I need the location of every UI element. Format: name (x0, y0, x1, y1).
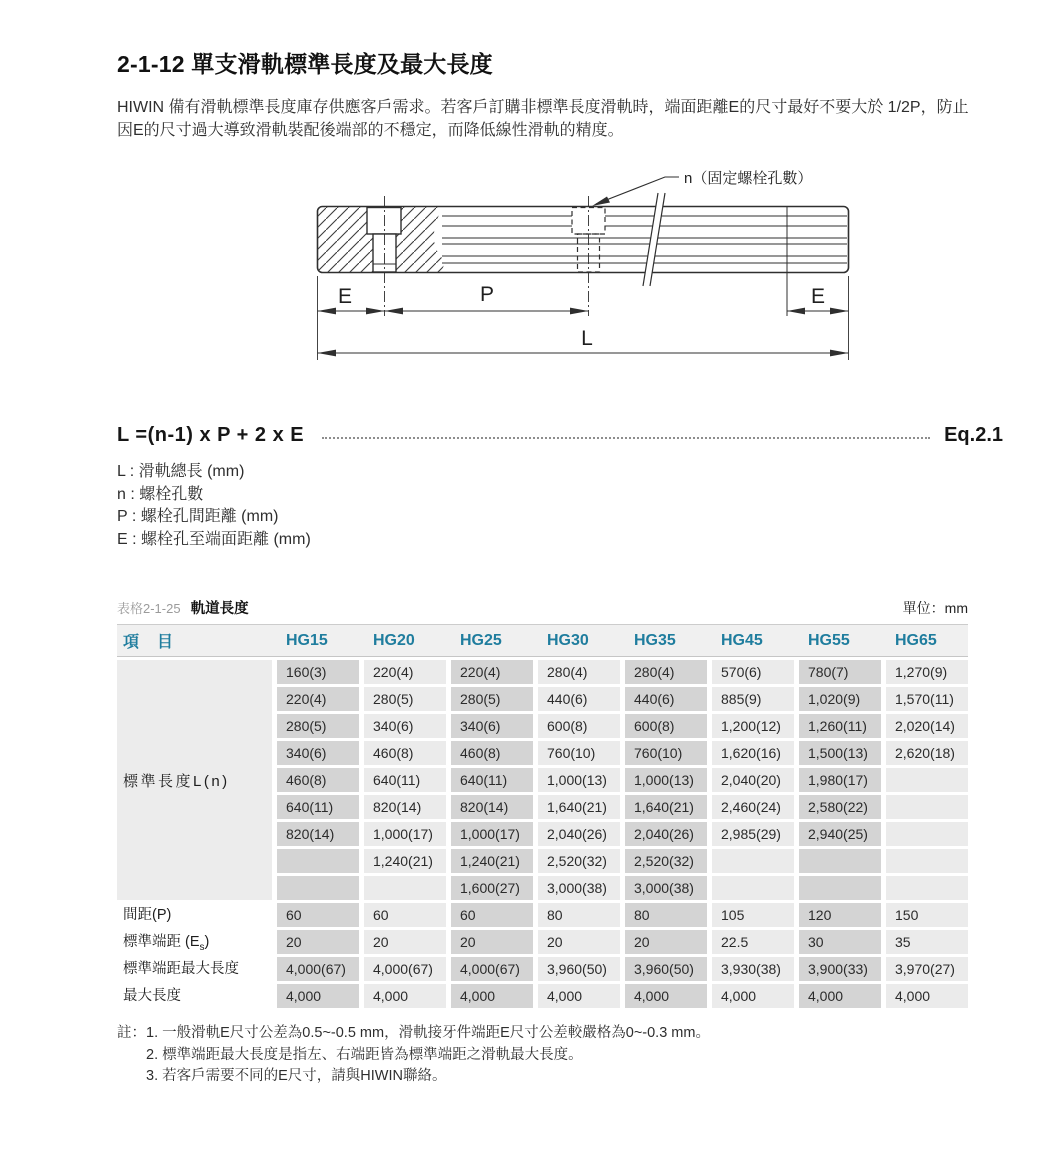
standard-length-cell: 600(8) (538, 714, 620, 738)
callout-label: n（固定螺栓孔數） (684, 170, 813, 187)
row-label: 標準端距最大長度 (117, 957, 272, 981)
formula-equation: L =(n-1) x P + 2 x E (117, 424, 305, 446)
standard-length-cell (712, 849, 794, 873)
standard-length-cell: 1,240(21) (364, 849, 446, 873)
standard-length-cell: 2,985(29) (712, 822, 794, 846)
standard-length-cell: 2,940(25) (799, 822, 881, 846)
arrowhead (830, 308, 849, 315)
standard-length-cell: 220(4) (451, 660, 533, 684)
arrowhead (787, 308, 805, 315)
notes-prefix: 註： (117, 1025, 146, 1041)
standard-length-cell: 2,620(18) (886, 741, 968, 765)
value-cell: 4,000 (277, 984, 359, 1008)
value-cell: 3,930(38) (712, 957, 794, 981)
value-cell: 4,000(67) (451, 957, 533, 981)
value-cell: 4,000 (712, 984, 794, 1008)
value-cell: 4,000 (451, 984, 533, 1008)
column-header-hg55: HG55 (808, 631, 850, 649)
value-cell: 20 (364, 930, 446, 954)
standard-length-cell: 1,500(13) (799, 741, 881, 765)
value-cell: 4,000(67) (364, 957, 446, 981)
standard-length-cell: 1,200(12) (712, 714, 794, 738)
table-unit-label: 單位：mm (902, 600, 968, 616)
dotted-leader (322, 437, 930, 439)
standard-length-cell: 820(14) (451, 795, 533, 819)
value-cell: 4,000 (625, 984, 707, 1008)
arrowhead (366, 308, 385, 315)
rail-diagram-svg (315, 164, 875, 402)
value-cell: 4,000 (886, 984, 968, 1008)
row-label: 最大長度 (117, 984, 272, 1008)
standard-length-cell: 600(8) (625, 714, 707, 738)
dim-label-e-left: E (337, 285, 353, 308)
value-cell: 22.5 (712, 930, 794, 954)
column-header-hg45: HG45 (721, 631, 763, 649)
column-header-hg25: HG25 (460, 631, 502, 649)
value-cell: 120 (799, 903, 881, 927)
standard-length-cell: 280(4) (538, 660, 620, 684)
standard-length-cell (799, 849, 881, 873)
standard-length-cell: 640(11) (451, 768, 533, 792)
standard-length-cell: 340(6) (364, 714, 446, 738)
table-caption-title: 軌道長度 (190, 601, 249, 617)
arrowhead (318, 308, 337, 315)
value-cell: 105 (712, 903, 794, 927)
standard-length-cell: 1,600(27) (451, 876, 533, 900)
table-caption-id: 表格2-1-25 (117, 601, 181, 616)
standard-length-cell: 440(6) (538, 687, 620, 711)
equation-number: Eq.2.1 (944, 424, 1003, 446)
section-number: 2-1-12 (117, 51, 185, 77)
standard-length-cell (277, 876, 359, 900)
callout-arrowhead (592, 197, 610, 207)
column-header-hg30: HG30 (547, 631, 589, 649)
notes-items (146, 1023, 710, 1088)
standard-length-cell: 460(8) (277, 768, 359, 792)
page-title (117, 46, 1003, 79)
standard-length-cell: 1,270(9) (886, 660, 968, 684)
value-cell: 20 (538, 930, 620, 954)
rail-diagram (315, 164, 875, 402)
note-line-3: 3. 若客戶需要不同的E尺寸，請與HIWIN聯絡。 (146, 1068, 447, 1084)
arrowhead (830, 350, 849, 357)
standard-length-cell: 1,020(9) (799, 687, 881, 711)
value-cell: 3,960(50) (625, 957, 707, 981)
standard-length-cell: 2,520(32) (625, 849, 707, 873)
standard-length-cell: 220(4) (277, 687, 359, 711)
value-cell: 3,900(33) (799, 957, 881, 981)
standard-length-cell: 220(4) (364, 660, 446, 684)
standard-length-cell: 340(6) (277, 741, 359, 765)
value-cell: 60 (451, 903, 533, 927)
legend-line-2: P : 螺栓孔間距離 (mm) (117, 508, 279, 525)
value-cell: 4,000 (364, 984, 446, 1008)
row-label: 間距(P) (117, 903, 272, 927)
value-cell: 3,960(50) (538, 957, 620, 981)
standard-length-cell (886, 849, 968, 873)
standard-length-cell: 1,000(13) (625, 768, 707, 792)
standard-length-cell: 570(6) (712, 660, 794, 684)
standard-length-cell: 1,570(11) (886, 687, 968, 711)
value-cell: 60 (364, 903, 446, 927)
standard-length-cell (886, 876, 968, 900)
standard-length-cell: 1,260(11) (799, 714, 881, 738)
standard-length-cell: 280(5) (277, 714, 359, 738)
standard-length-cell (886, 822, 968, 846)
intro-paragraph: HIWIN 備有滑軌標準長度庫存供應客戶需求。若客戶訂購非標準長度滑軌時，端面距離E的尺寸最好不要大於 1/2P，防止因E的尺寸過大導致滑軌裝配後端部的不穩定，而降低線性滑軌的精度。 (117, 99, 969, 139)
standard-length-cell (277, 849, 359, 873)
value-cell: 20 (451, 930, 533, 954)
standard-length-block (117, 660, 968, 900)
standard-length-cell: 460(8) (451, 741, 533, 765)
standard-length-cell: 760(10) (625, 741, 707, 765)
standard-length-cell (886, 795, 968, 819)
column-header-hg15: HG15 (286, 631, 328, 649)
table-row (117, 984, 968, 1008)
standard-length-cell: 160(3) (277, 660, 359, 684)
standard-length-cell: 820(14) (277, 822, 359, 846)
table-notes (117, 1023, 1003, 1088)
section-title: 單支滑軌標準長度及最大長度 (191, 51, 493, 77)
standard-length-cell (364, 876, 446, 900)
standard-length-cell: 280(5) (364, 687, 446, 711)
formula-row (117, 424, 1003, 447)
table-row (117, 930, 968, 954)
value-cell: 20 (277, 930, 359, 954)
catalog-page (117, 0, 1003, 1088)
standard-length-cell: 2,520(32) (538, 849, 620, 873)
standard-length-cell (886, 768, 968, 792)
dim-label-l: L (581, 327, 593, 350)
standard-length-cell: 885(9) (712, 687, 794, 711)
standard-length-cell: 440(6) (625, 687, 707, 711)
standard-length-cell: 1,640(21) (538, 795, 620, 819)
arrowhead (318, 350, 337, 357)
standard-length-cell: 2,040(26) (538, 822, 620, 846)
dim-label-p: P (479, 283, 495, 306)
formula-legend (117, 461, 1003, 551)
standard-length-cell: 1,620(16) (712, 741, 794, 765)
standard-length-cell: 1,000(17) (451, 822, 533, 846)
standard-length-cell: 1,980(17) (799, 768, 881, 792)
column-header-hg65: HG65 (895, 631, 937, 649)
standard-length-cell: 2,040(26) (625, 822, 707, 846)
standard-length-label: 標準長度L(n) (117, 660, 272, 900)
rail-length-table (117, 624, 968, 1008)
value-cell: 4,000 (799, 984, 881, 1008)
standard-length-cell: 280(5) (451, 687, 533, 711)
table-header-row (117, 624, 968, 657)
standard-length-cell: 1,000(17) (364, 822, 446, 846)
value-cell: 4,000(67) (277, 957, 359, 981)
standard-length-cell: 780(7) (799, 660, 881, 684)
table-row (117, 957, 968, 981)
standard-length-cell: 280(4) (625, 660, 707, 684)
standard-length-cell: 2,460(24) (712, 795, 794, 819)
standard-length-cell: 2,580(22) (799, 795, 881, 819)
standard-length-cell: 2,020(14) (886, 714, 968, 738)
value-cell: 150 (886, 903, 968, 927)
value-cell: 4,000 (538, 984, 620, 1008)
value-cell: 30 (799, 930, 881, 954)
standard-length-cell: 1,000(13) (538, 768, 620, 792)
standard-length-cell (712, 876, 794, 900)
legend-line-0: L : 滑軌總長 (mm) (117, 463, 245, 480)
table-caption (117, 597, 968, 618)
value-cell: 60 (277, 903, 359, 927)
standard-length-cell: 340(6) (451, 714, 533, 738)
table-row (117, 903, 968, 927)
standard-length-cell (799, 876, 881, 900)
standard-length-cell: 2,040(20) (712, 768, 794, 792)
standard-length-cell: 3,000(38) (625, 876, 707, 900)
standard-length-cell: 1,240(21) (451, 849, 533, 873)
rail-length-table-section (117, 597, 968, 1008)
column-header-hg35: HG35 (634, 631, 676, 649)
column-header-item: 項 目 (123, 634, 175, 651)
note-line-2: 2. 標準端距最大長度是指左、右端距皆為標準端距之滑軌最大長度。 (146, 1046, 583, 1063)
dim-label-e-right: E (810, 285, 826, 308)
standard-length-cell: 3,000(38) (538, 876, 620, 900)
standard-length-cell: 1,640(21) (625, 795, 707, 819)
arrowhead (570, 308, 589, 315)
note-line-1: 1. 一般滑軌E尺寸公差為0.5~-0.5 mm，滑軌接牙件端距E尺寸公差較嚴格為0~-0.3 mm。 (146, 1025, 710, 1041)
standard-length-cell: 460(8) (364, 741, 446, 765)
value-cell: 20 (625, 930, 707, 954)
standard-length-cell: 820(14) (364, 795, 446, 819)
value-cell: 80 (538, 903, 620, 927)
value-cell: 35 (886, 930, 968, 954)
row-label: 標準端距 $(E_s)$ (117, 930, 272, 954)
standard-length-cell: 760(10) (538, 741, 620, 765)
standard-length-cell: 640(11) (277, 795, 359, 819)
column-header-hg20: HG20 (373, 631, 415, 649)
arrowhead (385, 308, 404, 315)
value-cell: 3,970(27) (886, 957, 968, 981)
standard-length-cell: 640(11) (364, 768, 446, 792)
legend-line-3: E : 螺栓孔至端面距離 (mm) (117, 530, 311, 548)
legend-line-1: n : 螺栓孔數 (117, 485, 204, 503)
value-cell: 80 (625, 903, 707, 927)
